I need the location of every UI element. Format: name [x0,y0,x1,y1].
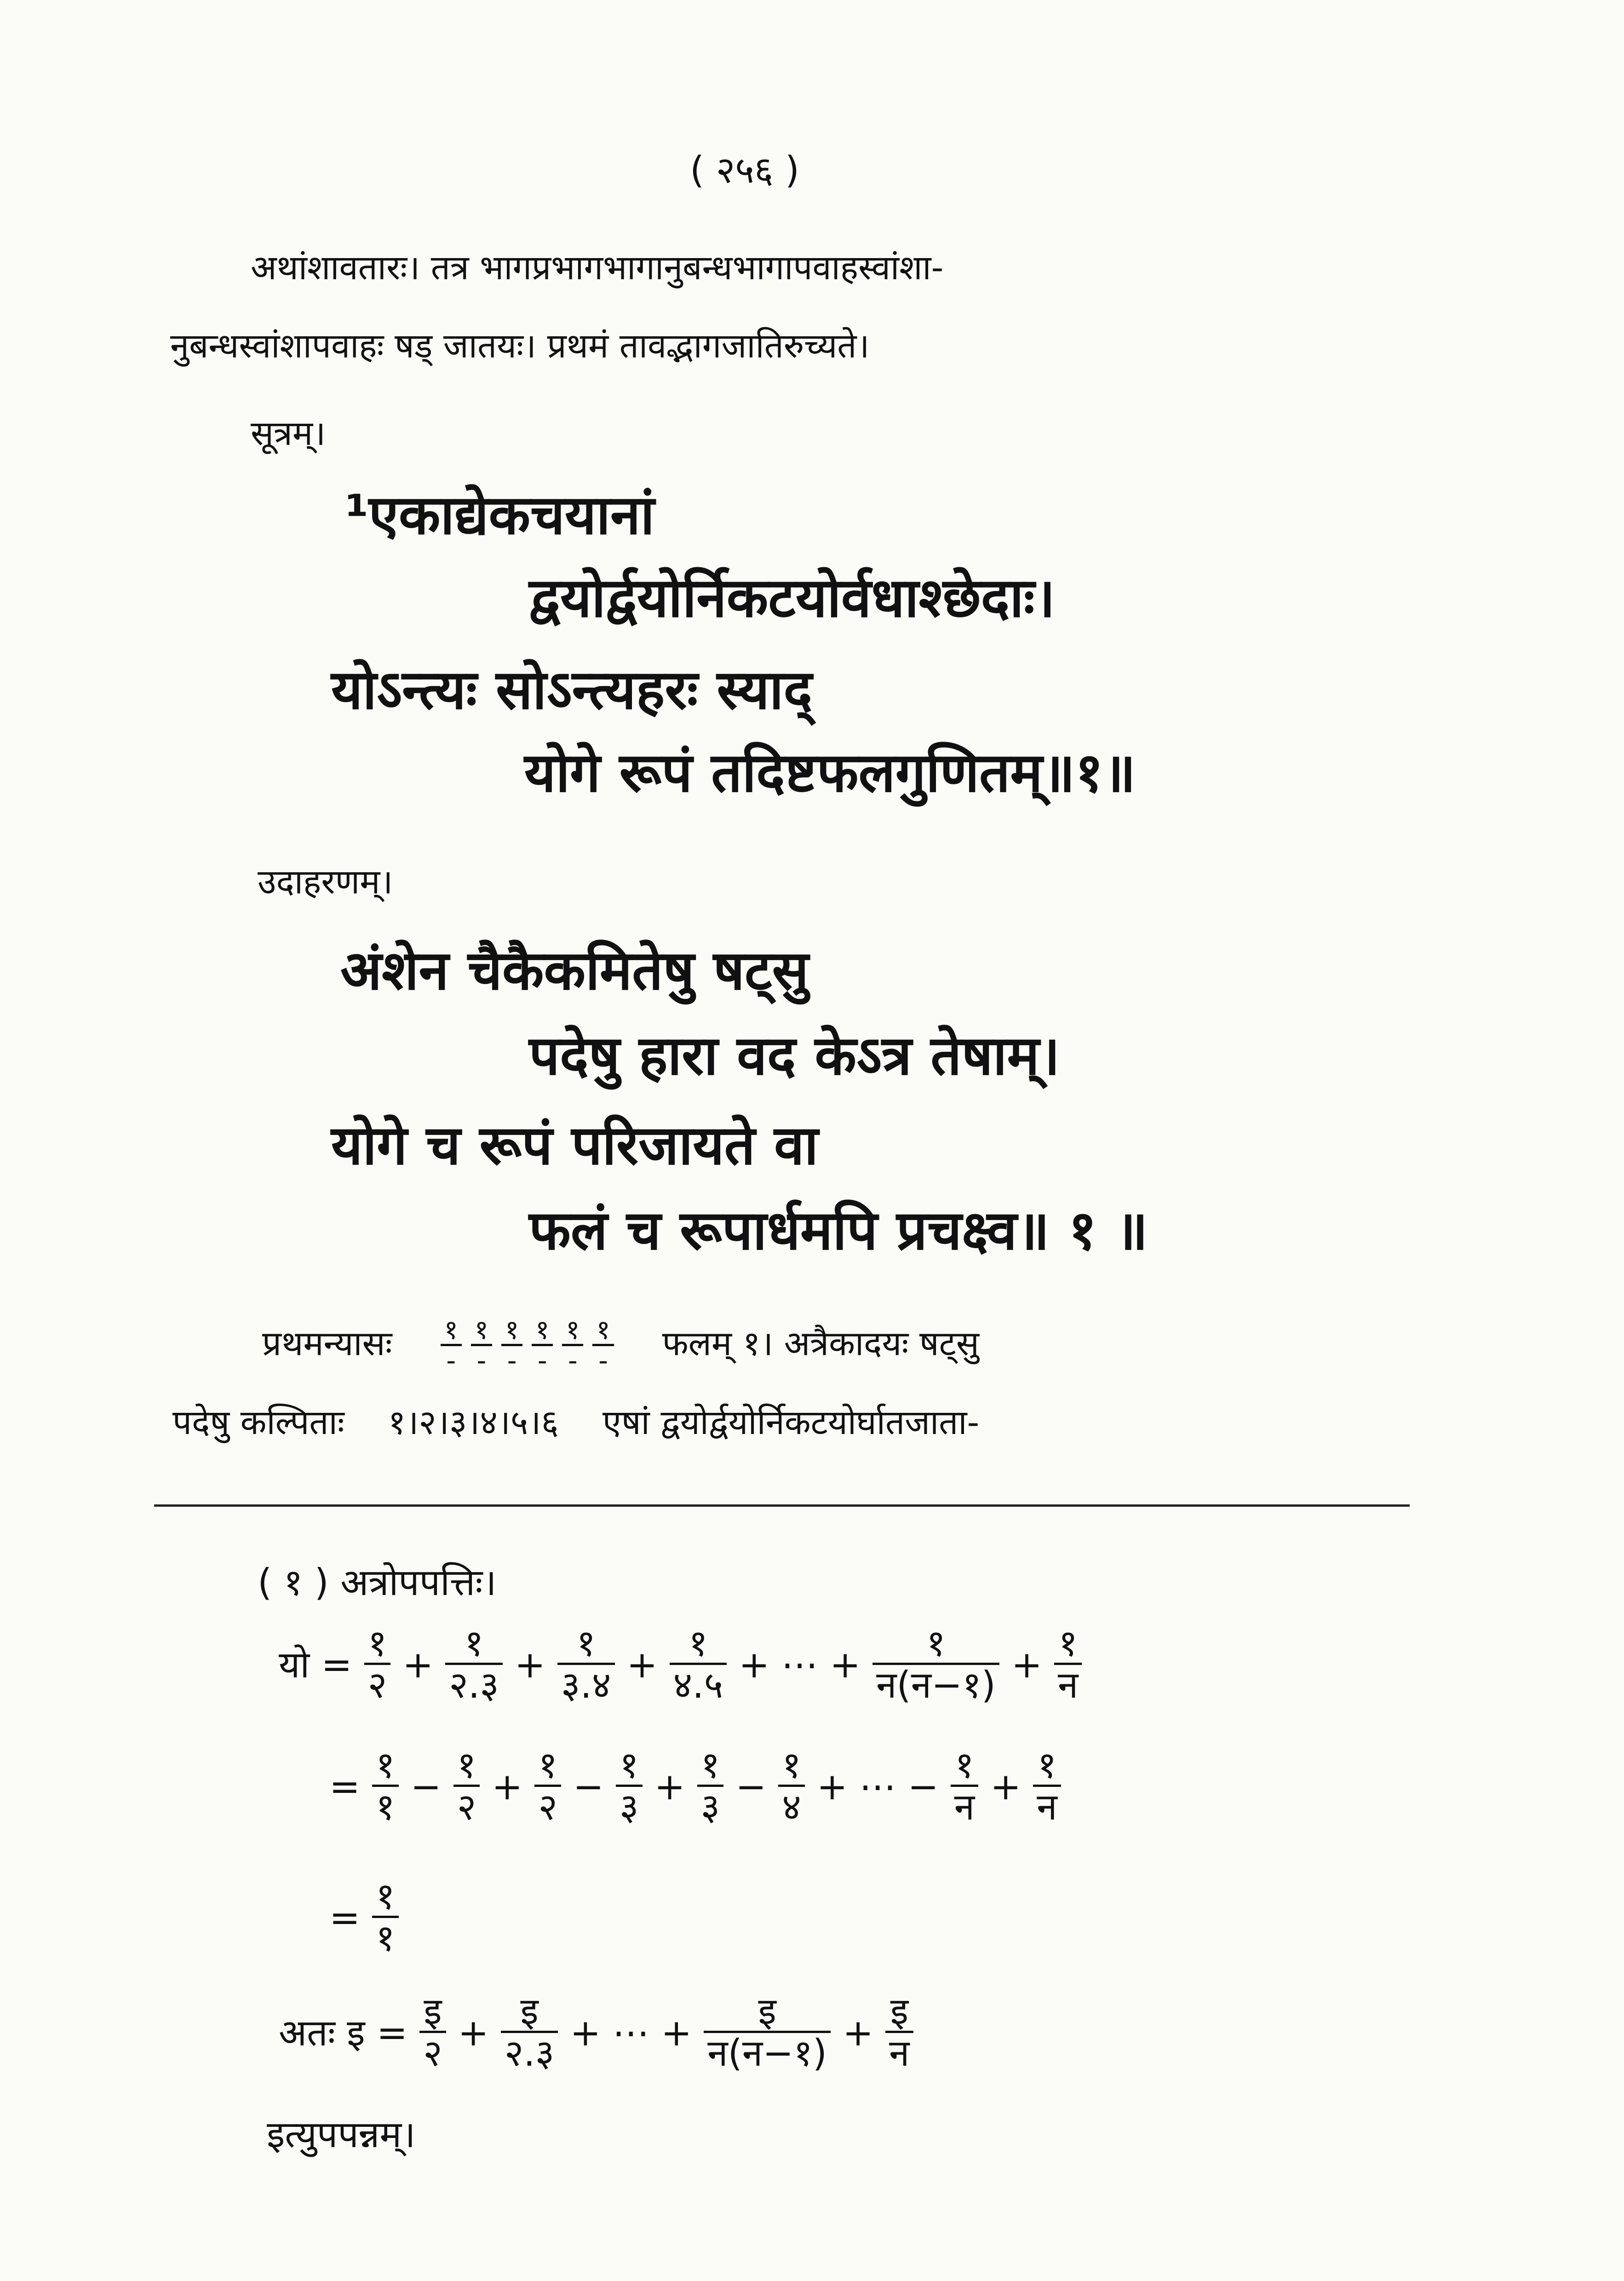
equation-4-lhs: अतः इ = [279,2011,408,2054]
equation-4-fraction [419,1992,446,2074]
equation-1-fraction [872,1624,999,1705]
equation-2-operator: + [654,1765,685,1808]
example-heading: उदाहरणम्। [258,862,393,902]
equation-3-lhs: = [329,1896,361,1939]
nyasa-fractions [436,1314,619,1376]
example-line-1: अंशेन चैकैकमितेषु षट्सु [340,939,809,1002]
fraction-denominator: न [954,1786,975,1828]
nyasa-fraction [441,1316,462,1376]
equation-2-fraction [951,1746,978,1827]
equation-1-fraction [364,1624,391,1705]
equation-2-lhs: = [329,1765,361,1808]
fraction-numerator: इ [419,1992,446,2033]
fraction-denominator: न [1037,1786,1057,1828]
equation-2-fraction [372,1746,399,1827]
fraction-denominator: २ [367,1664,387,1706]
equation-1-fraction [445,1624,503,1705]
intro-line-2: नुबन्धस्वांशापवाहः षड् जातयः। प्रथमं तावद्भागजातिरुच्यते। [170,326,870,366]
fraction-denominator: १ [376,1917,395,1959]
fraction-denominator: न [1058,1664,1079,1706]
fraction-numerator: १ [778,1746,805,1787]
equation-4 [271,1992,918,2074]
fraction-numerator: १ [445,1624,503,1665]
equation-1-operator: + ⋯ + [739,1643,861,1686]
equation-2-fraction [453,1746,480,1827]
equation-1-operator: + [1011,1643,1043,1686]
sutra-line-4: योगे रूपं तदिष्टफलगुणितम्॥१॥ [524,741,1136,804]
fraction-numerator: १ [592,1316,614,1346]
fraction-numerator: १ [1054,1624,1082,1665]
fraction-denominator: - [568,1344,578,1376]
nyasa-line-2 [172,1405,979,1440]
sutra-line-3: योऽन्त्यः सोऽन्त्यहरः स्याद् [331,658,813,721]
nyasa-after: फलम् १। अत्रैकादयः षट्सु [662,1324,979,1364]
fraction-numerator: १ [697,1746,724,1787]
equation-2-operator: − [735,1765,767,1808]
equation-4-operator: + [843,2011,874,2054]
equation-2-operator: − [573,1765,604,1808]
equation-1 [271,1624,1086,1705]
equation-1-fraction [1054,1624,1082,1705]
nyasa-line2-b: १।२।३।४।५।६ [388,1403,559,1442]
fraction-denominator: २ [457,1786,476,1828]
equation-2-fraction [534,1746,561,1827]
example-line-4: फलं च रूपार्धमपि प्रचक्ष्व॥ १ ॥ [529,1198,1148,1262]
fraction-numerator: इ [501,1992,558,2033]
equation-2-fraction [778,1746,805,1827]
fraction-numerator: १ [441,1316,462,1346]
example-line-2: पदेषु हारा वद केऽत्र तेषाम्। [529,1024,1060,1087]
fraction-denominator: न(न−१) [876,1664,996,1706]
equation-1-terms [360,1622,1087,1706]
equation-1-operator: + [626,1643,658,1686]
equation-1-fraction [670,1624,727,1705]
equation-1-fraction [557,1624,615,1705]
fraction-denominator: - [507,1344,517,1376]
equation-2-fraction [1033,1746,1061,1827]
fraction-denominator: २.३ [504,2032,555,2074]
equation-1-operator: + [514,1643,545,1686]
equation-2-operator: + [990,1765,1021,1808]
fraction-numerator: इ [885,1992,913,2033]
equation-1-lhs: यो = [279,1643,352,1686]
nyasa-fraction [562,1316,583,1376]
nyasa-fraction [532,1316,553,1376]
page-number: ( २५६ ) [690,149,800,191]
fraction-numerator: १ [453,1746,480,1787]
nyasa-fraction [501,1316,522,1376]
nyasa-fraction [471,1316,492,1376]
fraction-denominator: ३ [700,1786,720,1828]
equation-4-fraction [704,1992,831,2074]
equation-2-operator: + [492,1765,523,1808]
nyasa-line2-c: एषां द्वयोर्द्वयोर्निकटयोर्घातजाता- [602,1403,980,1442]
fraction-denominator: न(न−१) [707,2032,827,2074]
footnote-divider [154,1504,1410,1507]
equation-2-operator: − [410,1765,442,1808]
intro-line-1: अथांशावतारः। तत्र भागप्रभागभागानुबन्धभागापवाहस्वांशा- [251,248,944,288]
equation-4-fraction [501,1992,558,2074]
fraction-denominator: न [889,2032,910,2074]
fraction-denominator: - [537,1344,547,1376]
equation-4-terms [415,1990,918,2074]
equation-2-terms [367,1744,1066,1828]
sutra-line-2: द्वयोर्द्वयोर्निकटयोर्वधाश्छेदाः। [529,566,1056,629]
fraction-denominator: - [476,1344,487,1376]
fraction-denominator: ३ [619,1786,639,1828]
fraction-numerator: १ [562,1316,583,1346]
equation-1-operator: + [402,1643,434,1686]
example-line-3: योगे च रूपं परिजायते वा [331,1113,819,1177]
footnote-closing: इत्युपपन्नम्। [267,2113,416,2156]
fraction-denominator: ४.५ [673,1664,723,1706]
equation-4-operator: + ⋯ + [570,2011,692,2054]
fraction-numerator: १ [872,1624,999,1665]
fraction-numerator: १ [471,1316,492,1346]
fraction-denominator: ३.४ [561,1664,611,1706]
fraction-denominator: २ [538,1786,557,1828]
fraction-denominator: ४ [782,1786,801,1828]
equation-4-fraction [885,1992,913,2074]
equation-2-fraction [697,1746,724,1827]
equation-2-fraction [616,1746,643,1827]
fraction-denominator: - [446,1344,456,1376]
footnote-heading: ( १ ) अत्रोपपत्तिः। [258,1561,497,1604]
nyasa-line2-a: पदेषु कल्पिताः [172,1403,344,1442]
fraction-numerator: १ [951,1746,978,1787]
nyasa-label: प्रथमन्यासः [262,1324,392,1364]
fraction-denominator: २.३ [449,1664,499,1706]
equation-3-fraction [372,1877,399,1958]
fraction-denominator: - [598,1344,608,1376]
equation-3 [322,1877,403,1958]
fraction-numerator: १ [534,1746,561,1787]
fraction-denominator: २ [423,2032,442,2074]
fraction-numerator: १ [501,1316,522,1346]
fraction-numerator: १ [1033,1746,1061,1787]
fraction-numerator: १ [364,1624,391,1665]
equation-3-terms [367,1875,403,1959]
sutra-heading: सूत्रम्। [251,414,326,453]
equation-4-operator: + [458,2011,489,2054]
equation-2-operator: + ⋯ − [816,1765,939,1808]
equation-2 [322,1746,1066,1827]
fraction-numerator: १ [616,1746,643,1787]
fraction-numerator: १ [670,1624,727,1665]
nyasa-line-1 [262,1316,979,1376]
fraction-numerator: १ [372,1746,399,1787]
nyasa-fraction [592,1316,614,1376]
fraction-numerator: इ [704,1992,831,2033]
fraction-numerator: १ [532,1316,553,1346]
sutra-line-1: ¹एकाद्येकचयानां [345,483,655,547]
fraction-numerator: १ [557,1624,615,1665]
fraction-denominator: १ [376,1786,395,1828]
fraction-numerator: १ [372,1877,399,1918]
